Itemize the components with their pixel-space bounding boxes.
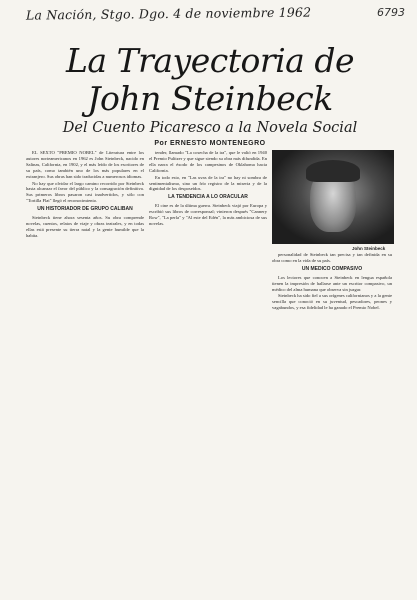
photo-caption: John Steinbeck xyxy=(352,246,386,251)
catalog-number: 6793 xyxy=(377,6,405,19)
text-column-1 xyxy=(26,150,144,590)
paragraph: El cine es de la última guerra. Steinbeck viajó por Europa y escribió sus libros de corresponsal; vinieron después "Cannery Row", "La perla" y "Al este del Edén", la más ambiciosa de sus novelas. xyxy=(149,203,267,226)
paragraph: No hay que olvidar el largo camino recorrido por Steinbeck hasta alcanzar el favor del público y la consagración definitiva. Sus primeros libros pasaron casi inadvertidos, y sólo con "Tortilla Flat" llegó el reconocimiento. xyxy=(26,180,144,204)
text-column-3 xyxy=(272,252,392,590)
paragraph: En todo esto, en "Las uvas de la ira" no hay ni sombra de sentimentalismo, sino un frío registro de la miseria y de la dignidad de los desposeídos. xyxy=(149,174,267,192)
article-headline xyxy=(30,42,390,118)
handwritten-source-note: La Nación, Stgo. Dgo. 4 de noviembre 1962 xyxy=(25,4,312,23)
paragraph: Los lectores que conocen a Steinbeck en lengua española tienen la impresión de hallarse ante un escritor compasivo, un médico del alma humana que observa sin juzgar. xyxy=(272,274,392,292)
section-subheading: UN HISTORIADOR DE GRUPO CALIBAN xyxy=(37,206,133,213)
paragraph: tender, llamado "La cosecha de la ira", que le valió en 1940 el Premio Pulitzer y que sigue siendo su obra más difundida. En ella narra el éxodo de los campesinos de Oklahoma hacia California. xyxy=(149,150,267,173)
portrait-hair xyxy=(306,160,360,182)
paragraph: EL SEXTO "PREMIO NOBEL" de Literatura entre los autores norteamericanos en 1962 es John Steinbeck, nacido en Salinas, California, en 1902, y el más leído de los escritores de su país, como también uno de los más populares en el extranjero. Sus obras han sido traducidas a numerosos idiomas. xyxy=(26,150,144,179)
text-column-2 xyxy=(149,150,267,590)
author-portrait-photo xyxy=(272,150,394,244)
article-subtitle: Del Cuento Picaresco a la Novela Social xyxy=(62,120,358,136)
section-subheading: UN MEDICO COMPASIVO xyxy=(301,265,363,272)
paragraph: personalidad de Steinbeck tan precisa y tan definida en su obra como en la vida de su país. xyxy=(272,252,392,263)
paragraph: Steinbeck tiene ahora sesenta años. Su obra comprende novelas, cuentos, relatos de viaje y obras teatrales, y en todas ellas está presente su tierra natal y la gente humilde que la habita. xyxy=(26,215,144,238)
headline-line-2: John Steinbeck xyxy=(87,79,333,118)
section-subheading: LA TENDENCIA A LO ORACULAR xyxy=(168,194,248,201)
headline-line-1: La Trayectoria de xyxy=(66,41,354,80)
paragraph: Steinbeck ha sido fiel a sus orígenes californianos y a la gente sencilla que conoció en su juventud, pescadores, peones y vagabundos, y esa fidelidad le ha ganado el Premio Nobel. xyxy=(272,293,392,311)
article-byline: Por ERNESTO MONTENEGRO xyxy=(154,140,266,147)
